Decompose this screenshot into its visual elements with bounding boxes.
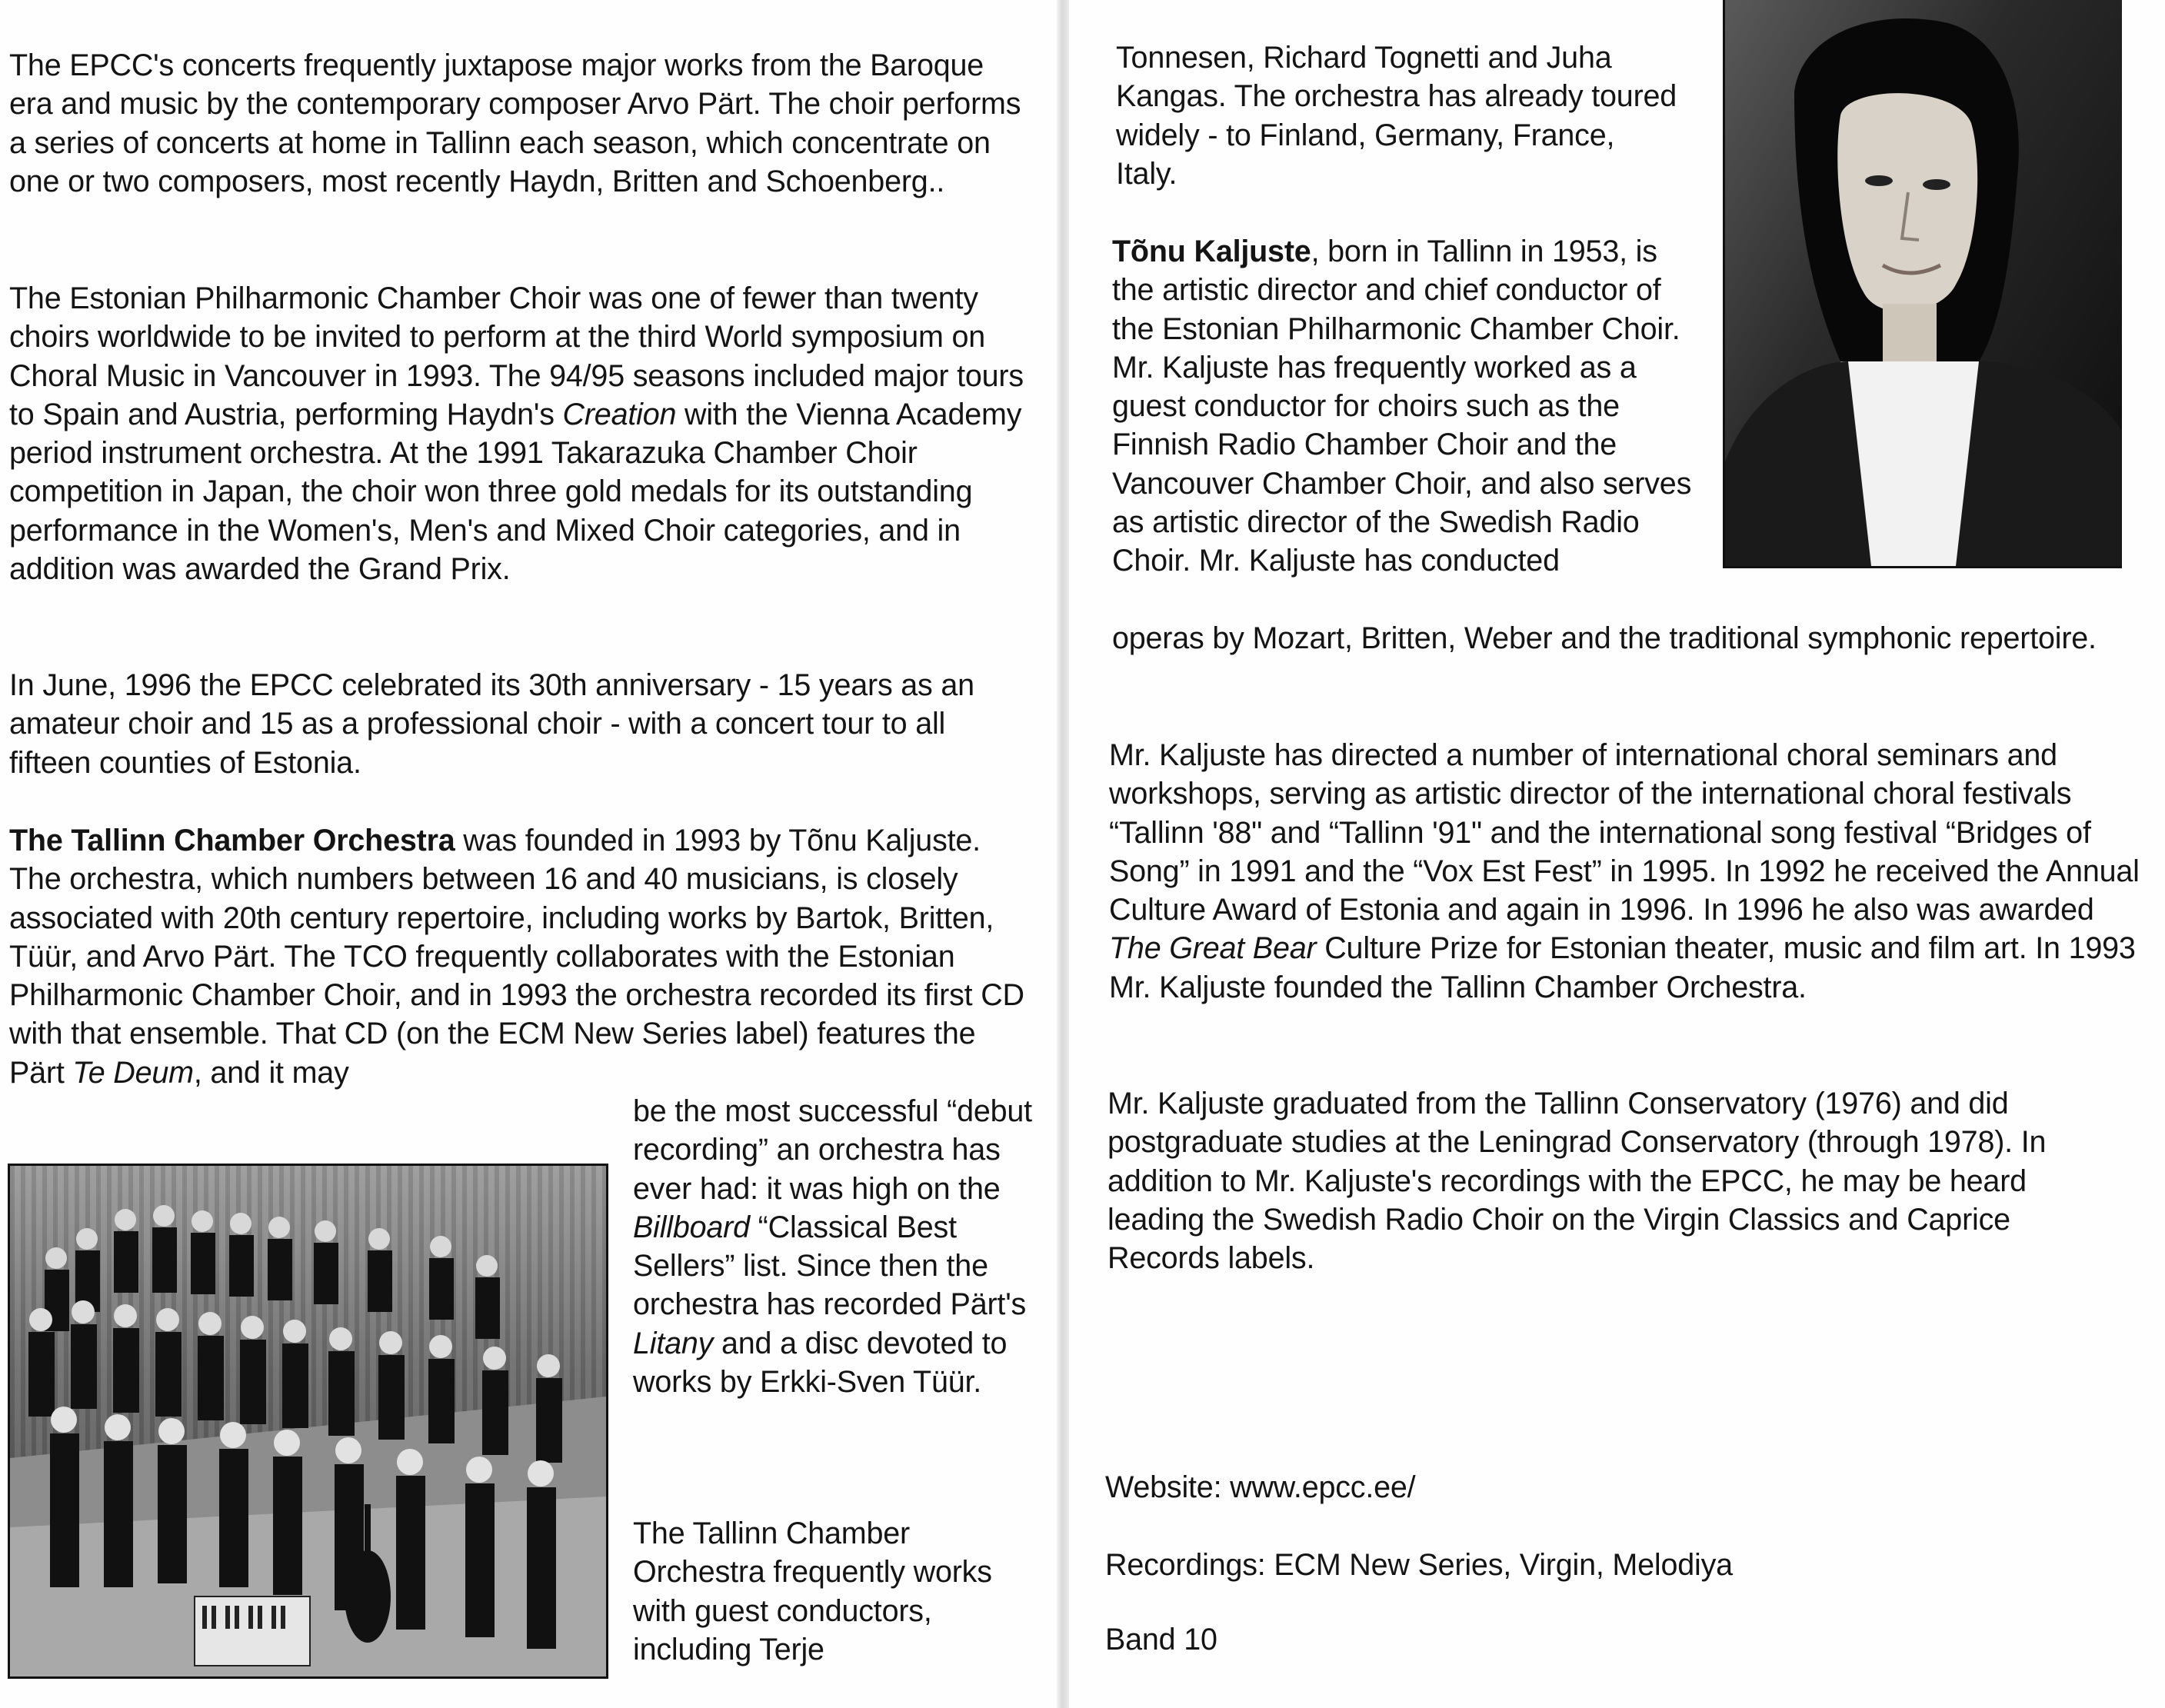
paragraph-text: The Estonian Philharmonic Chamber Choir was one of fewer than twenty choirs worldwide to be invited to perform at the third World symposium on Choral Music in Vancouver in 1993. The 94/95 seasons included major tours to Spain and Austria, performing Haydn's [9, 281, 1024, 431]
paragraph-text: with the Vienna Academy period instrument orchestra. At the 1991 Takarazuka Chamber Choir competition in Japan, the choir won three gold medals for its outstanding performance in the Women's, Men's and Mixed Choir categories, and in addition was awarded the Grand Prix. [9, 397, 1022, 587]
paragraph-text: and a disc devoted to works by Erkki-Sven Tüür. [633, 1326, 1008, 1400]
paragraph-kaljuste-seminars [1109, 736, 2143, 1007]
paragraph-debut-recording [633, 1092, 1037, 1401]
paragraph-epcc-symposium [9, 279, 1036, 588]
recordings-line: Recordings: ECM New Series, Virgin, Melodiya [1105, 1548, 1733, 1582]
work-title-litany: Litany [633, 1326, 714, 1360]
work-title-te-deum: Te Deum [72, 1055, 194, 1090]
paragraph-kaljuste-operas: operas by Mozart, Britten, Weber and the traditional symphonic repertoire. [1112, 621, 2097, 655]
paragraph-text: , and it may [193, 1055, 349, 1090]
paragraph-text: “Classical Best Sellers” list. Since then the orchestra has recorded Pärt's [633, 1210, 1027, 1322]
paragraph-guest-conductors: The Tallinn Chamber Orchestra frequently works with guest conductors, including Terje [633, 1517, 992, 1666]
paragraph-text: , born in Tallinn in 1953, is the artistic director and chief conductor of the Estonian Philharmonic Chamber Choir. Mr. Kaljuste has frequently worked as a guest conductor for choirs such as the Finnish Radio Chamber Choir and the Vancouver Chamber Choir, and also serves as artistic director of the Swedish Radio Choir. Mr. Kaljuste has conducted [1112, 235, 1692, 578]
paragraph-tallinn-chamber-orchestra [9, 821, 1032, 1092]
heading-tallinn-chamber-orchestra: The Tallinn Chamber Orchestra [9, 824, 455, 857]
page-gutter [1057, 0, 1069, 1708]
paragraph-text: be the most successful “debut recording” an orchestra has ever had: it was high on the [633, 1094, 1032, 1206]
paragraph-epcc-anniversary: In June, 1996 the EPCC celebrated its 30th anniversary - 15 years as an amateur choir and 15 as a professional choir - with a concert tour to all fifteen counties of Estonia. [9, 668, 974, 780]
paragraph-kaljuste-bio [1112, 232, 1704, 581]
orchestra-photo [8, 1164, 608, 1679]
heading-tonu-kaljuste: Tõnu Kaljuste [1112, 235, 1311, 268]
publication-billboard: Billboard [633, 1210, 750, 1244]
paragraph-tco-tours: Tonnesen, Richard Tognetti and Juha Kangas. The orchestra has already toured widely - to Finland, Germany, France, Italy. [1116, 41, 1677, 191]
paragraph-text: Mr. Kaljuste has directed a number of international choral seminars and workshops, serving as artistic director of the international choral festivals “Tallinn '88" and “Tallinn '91" and the international song festival “Bridges of Song” in 1991 and the “Vox Est Fest” in 1995. In 1992 he received the Annual Culture Award of Estonia and again in 1996. In 1996 he also was awarded [1109, 738, 2140, 927]
kaljuste-portrait-photo [1723, 0, 2122, 568]
paragraph-text: was founded in 1993 by Tõnu Kaljuste. The orchestra, which numbers between 16 and 40 musicians, is closely associated with 20th century repertoire, including works by Bartok, Britten, Tüür, and Arvo Pärt. The TCO frequently collaborates with the Estonian Philharmonic Chamber Choir, and in 1993 the orchestra recorded its first CD with that ensemble. That CD (on the ECM New Series label) features the Pärt [9, 824, 1024, 1090]
paragraph-text: Culture Prize for Estonian theater, music and film art. In 1993 Mr. Kaljuste founded the Tallinn Chamber Orchestra. [1109, 931, 2136, 1004]
orchestra-photo-image [10, 1166, 606, 1676]
work-title-creation: Creation [562, 397, 677, 431]
band-number: Band 10 [1105, 1623, 1217, 1656]
portrait-image [1725, 0, 2122, 566]
paragraph-kaljuste-education: Mr. Kaljuste graduated from the Tallinn Conservatory (1976) and did postgraduate studies at the Leningrad Conservatory (through 1978). In addition to Mr. Kaljuste's recordings with the EPCC, he may be heard leading the Swedish Radio Choir on the Virgin Classics and Caprice Records labels. [1107, 1087, 2047, 1276]
paragraph-epcc-concerts: The EPCC's concerts frequently juxtapose major works from the Baroque era and music by the contemporary composer Arvo Pärt. The choir performs a series of concerts at home in Tallinn each season, which concentrate on one or two composers, most recently Haydn, Britten and Schoenberg.. [9, 48, 1021, 198]
website-line: Website: www.epcc.ee/ [1105, 1470, 1416, 1504]
award-title-great-bear: The Great Bear [1109, 931, 1317, 966]
